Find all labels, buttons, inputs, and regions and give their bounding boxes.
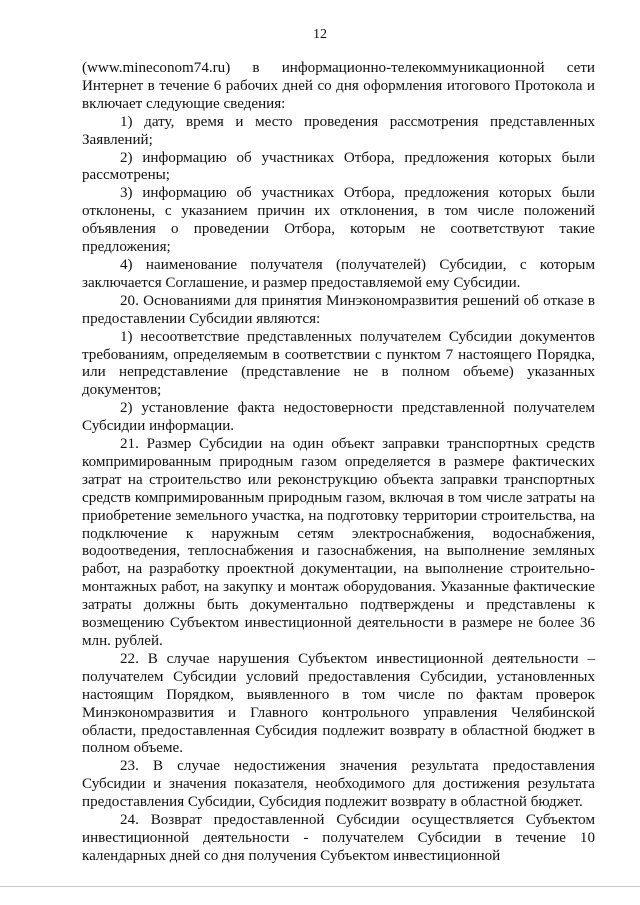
- paragraph-24-return-procedure: 24. Возврат предоставленной Субсидии осуществляется Субъектом инвестиционной деятельности - получателем Субсидии в течение 10 календарных дней со дня получения Субъектом инвестиционной: [82, 812, 595, 864]
- list-item-recipient-name: 4) наименование получателя (получателей) Субсидии, с которым заключается Соглашение, и размер предоставляемой ему Субсидии.: [82, 256, 595, 291]
- paragraph-23-result-not-achieved: 23. В случае недостижения значения результата предоставления Субсидии и значения показателя, необходимого для достижения результата предоставления Субсидии, Субсидия подлежит возврату в областной бюджет.: [82, 758, 595, 811]
- page-number: 12: [313, 27, 327, 42]
- list-item-false-information: 2) установление факта недостоверности представленной получателем Субсидии информации.: [82, 400, 595, 435]
- body-text: [82, 60, 595, 866]
- list-item-date-time-place: 1) дату, время и место проведения рассмотрения представленных Заявлений;: [82, 113, 595, 148]
- list-item-document-noncompliance: 1) несоответствие представленных получателем Субсидии документов требованиям, определяемым в соответствии с пунктом 7 настоящего Порядка, или непредставление (представление не в полном объеме) указанных документов;: [82, 328, 595, 399]
- paragraph-22-violation-return: 22. В случае нарушения Субъектом инвестиционной деятельности – получателем Субсидии условий предоставления Субсидии, установленных настоящим Порядком, выявленного в том числе по фактам проверок Минэкономразвития и Главного контрольного управления Челябинской области, предоставленная Субсидия подлежит возврату в областной бюджет в полном объеме.: [82, 650, 595, 757]
- list-item-rejected-participants: 3) информацию об участниках Отбора, предложения которых были отклонены, с указанием причин их отклонения, в том числе положений объявления о проведении Отбора, которым не соответствуют такие предложения;: [82, 185, 595, 256]
- paragraph-publication-info: (www.mineconom74.ru) в информационно-телекоммуникационной сети Интернет в течение 6 рабочих дней со дня оформления итогового Протокола и включает следующие сведения:: [82, 60, 595, 112]
- list-item-considered-participants: 2) информацию об участниках Отбора, предложения которых были рассмотрены;: [82, 149, 595, 184]
- page-bottom-divider: [0, 886, 640, 887]
- paragraph-20-refusal-grounds: 20. Основаниями для принятия Минэкономразвития решений об отказе в предоставлении Субсидии являются:: [82, 292, 595, 327]
- paragraph-21-subsidy-amount: 21. Размер Субсидии на один объект заправки транспортных средств компримированным природным газом определяется в размере фактических затрат на строительство или реконструкцию объекта заправки транспортных средств компримированным природным газом, включая в том числе затраты на приобретение земельного участка, на подготовку территории строительства, на подключение к наружным сетям электроснабжения, водоснабжения, водоотведения, теплоснабжения и газоснабжения, на выполнение земляных работ, на разработку проектной документации, на выполнение строительно-монтажных работ, на закупку и монтаж оборудования. Указанные фактические затраты должны быть документально подтверждены и представлены к возмещению Субъектом инвестиционной деятельности в размере не более 36 млн. рублей.: [82, 436, 595, 649]
